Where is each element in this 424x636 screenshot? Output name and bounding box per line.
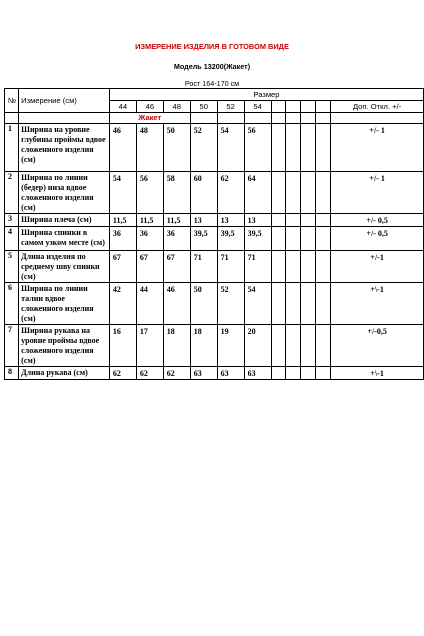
measure-value: 62 xyxy=(217,172,244,214)
empty-cell xyxy=(301,367,316,380)
empty-cell xyxy=(301,124,316,172)
table-row xyxy=(5,214,424,227)
table-row xyxy=(5,283,424,325)
measurement-table xyxy=(4,88,424,380)
measure-value: 71 xyxy=(190,251,217,283)
table-row xyxy=(5,227,424,251)
measure-value: 63 xyxy=(244,367,271,380)
empty-cell xyxy=(301,214,316,227)
measure-value: 50 xyxy=(163,124,190,172)
row-number: 2 xyxy=(5,172,19,214)
measure-value: 54 xyxy=(244,283,271,325)
empty-cell xyxy=(316,251,331,283)
row-number: 5 xyxy=(5,251,19,283)
col-header-measure: Измерение (см) xyxy=(19,89,110,113)
size-header: 48 xyxy=(163,101,190,113)
table-row xyxy=(5,124,424,172)
measure-value: 13 xyxy=(190,214,217,227)
empty-cell xyxy=(316,101,331,113)
row-number: 8 xyxy=(5,367,19,380)
document-title: ИЗМЕРЕНИЕ ИЗДЕЛИЯ В ГОТОВОМ ВИДЕ xyxy=(135,42,289,51)
measure-value: 36 xyxy=(136,227,163,251)
empty-cell xyxy=(19,113,110,124)
height-label: Рост 164-170 см xyxy=(184,79,240,88)
empty-cell xyxy=(190,113,217,124)
measure-value: 54 xyxy=(109,172,136,214)
empty-cell xyxy=(301,101,316,113)
row-number: 7 xyxy=(5,325,19,367)
empty-cell xyxy=(316,214,331,227)
empty-cell xyxy=(5,113,19,124)
measure-value: 52 xyxy=(217,283,244,325)
measure-value: 36 xyxy=(163,227,190,251)
measure-value: 17 xyxy=(136,325,163,367)
measure-value: 39,5 xyxy=(244,227,271,251)
measure-name: Длина рукава (см) xyxy=(19,367,110,380)
row-number: 1 xyxy=(5,124,19,172)
measure-value: 20 xyxy=(244,325,271,367)
empty-cell xyxy=(316,367,331,380)
measure-value: 54 xyxy=(217,124,244,172)
size-header: 46 xyxy=(136,101,163,113)
tolerance-value: +\-1 xyxy=(331,367,424,380)
size-header: 44 xyxy=(109,101,136,113)
empty-cell xyxy=(331,113,424,124)
measure-value: 67 xyxy=(109,251,136,283)
size-header: 50 xyxy=(190,101,217,113)
col-header-tolerance: Доп. Откл. +/- xyxy=(331,101,424,113)
measure-value: 46 xyxy=(109,124,136,172)
measure-value: 63 xyxy=(217,367,244,380)
measure-name: Ширина спинки в самом узком месте (см) xyxy=(19,227,110,251)
empty-cell xyxy=(301,325,316,367)
measure-value: 46 xyxy=(163,283,190,325)
measure-value: 39,5 xyxy=(190,227,217,251)
measure-name: Ширина рукава на уровне проймы вдвое сложенного изделия (см) xyxy=(19,325,110,367)
measure-value: 11,5 xyxy=(136,214,163,227)
size-header: 52 xyxy=(217,101,244,113)
empty-cell xyxy=(271,251,286,283)
empty-cell xyxy=(301,251,316,283)
measure-value: 58 xyxy=(163,172,190,214)
empty-cell xyxy=(271,172,286,214)
empty-cell xyxy=(316,283,331,325)
measure-value: 64 xyxy=(244,172,271,214)
empty-cell xyxy=(316,172,331,214)
tolerance-value: +/- 1 xyxy=(331,172,424,214)
empty-cell xyxy=(286,214,301,227)
empty-cell xyxy=(286,251,301,283)
row-number: 6 xyxy=(5,283,19,325)
empty-cell xyxy=(316,124,331,172)
measure-value: 11,5 xyxy=(109,214,136,227)
tolerance-value: +/- 1 xyxy=(331,124,424,172)
empty-cell xyxy=(301,227,316,251)
empty-cell xyxy=(271,101,286,113)
empty-cell xyxy=(286,367,301,380)
empty-cell xyxy=(286,325,301,367)
empty-cell xyxy=(271,113,286,124)
jacket-subheader-row xyxy=(5,113,424,124)
measure-value: 67 xyxy=(136,251,163,283)
empty-cell xyxy=(217,113,244,124)
measure-value: 71 xyxy=(244,251,271,283)
measure-value: 62 xyxy=(136,367,163,380)
empty-cell xyxy=(301,172,316,214)
empty-cell xyxy=(271,124,286,172)
empty-cell xyxy=(301,283,316,325)
empty-cell xyxy=(286,172,301,214)
empty-cell xyxy=(271,367,286,380)
measure-name: Длина изделия по среднему шву спинки (см) xyxy=(19,251,110,283)
measure-value: 60 xyxy=(190,172,217,214)
tolerance-value: +/-1 xyxy=(331,251,424,283)
empty-cell xyxy=(271,283,286,325)
measure-value: 18 xyxy=(190,325,217,367)
jacket-subheader: Жакет xyxy=(109,113,190,124)
tolerance-value: +\-1 xyxy=(331,283,424,325)
col-header-num: № xyxy=(5,89,19,113)
empty-cell xyxy=(286,124,301,172)
measure-value: 56 xyxy=(136,172,163,214)
measure-value: 67 xyxy=(163,251,190,283)
measure-value: 62 xyxy=(163,367,190,380)
measure-value: 62 xyxy=(109,367,136,380)
table-row xyxy=(5,251,424,283)
empty-cell xyxy=(271,214,286,227)
empty-cell xyxy=(316,227,331,251)
measure-value: 42 xyxy=(109,283,136,325)
measure-value: 13 xyxy=(217,214,244,227)
measure-value: 44 xyxy=(136,283,163,325)
measure-value: 39,5 xyxy=(217,227,244,251)
empty-cell xyxy=(286,101,301,113)
measure-name: Ширина по линии талии вдвое сложенного изделия (см) xyxy=(19,283,110,325)
row-number: 4 xyxy=(5,227,19,251)
measure-name: Ширина плеча (см) xyxy=(19,214,110,227)
measure-value: 48 xyxy=(136,124,163,172)
measure-value: 50 xyxy=(190,283,217,325)
measure-value: 19 xyxy=(217,325,244,367)
empty-cell xyxy=(286,113,301,124)
measure-value: 63 xyxy=(190,367,217,380)
tolerance-value: +/-0,5 xyxy=(331,325,424,367)
size-header: 54 xyxy=(244,101,271,113)
measure-value: 11,5 xyxy=(163,214,190,227)
measure-value: 56 xyxy=(244,124,271,172)
measure-value: 71 xyxy=(217,251,244,283)
col-header-size: Размер xyxy=(109,89,423,101)
measure-name: Ширина на уровне глубины проймы вдвое сложенного изделия (см) xyxy=(19,124,110,172)
empty-cell xyxy=(316,325,331,367)
empty-cell xyxy=(301,113,316,124)
measure-value: 13 xyxy=(244,214,271,227)
measure-value: 36 xyxy=(109,227,136,251)
model-label: Модель 13200(Жакет) xyxy=(173,62,251,71)
empty-cell xyxy=(271,325,286,367)
tolerance-value: +/- 0,5 xyxy=(331,227,424,251)
measure-name: Ширина по линии (бедер) низа вдвое сложенного изделия (см) xyxy=(19,172,110,214)
tolerance-value: +/- 0,5 xyxy=(331,214,424,227)
empty-cell xyxy=(244,113,271,124)
table-row xyxy=(5,367,424,380)
measure-value: 16 xyxy=(109,325,136,367)
table-row xyxy=(5,325,424,367)
header-row xyxy=(5,89,424,101)
empty-cell xyxy=(286,227,301,251)
empty-cell xyxy=(286,283,301,325)
row-number: 3 xyxy=(5,214,19,227)
empty-cell xyxy=(316,113,331,124)
measure-value: 18 xyxy=(163,325,190,367)
empty-cell xyxy=(271,227,286,251)
table-row xyxy=(5,172,424,214)
measure-value: 52 xyxy=(190,124,217,172)
